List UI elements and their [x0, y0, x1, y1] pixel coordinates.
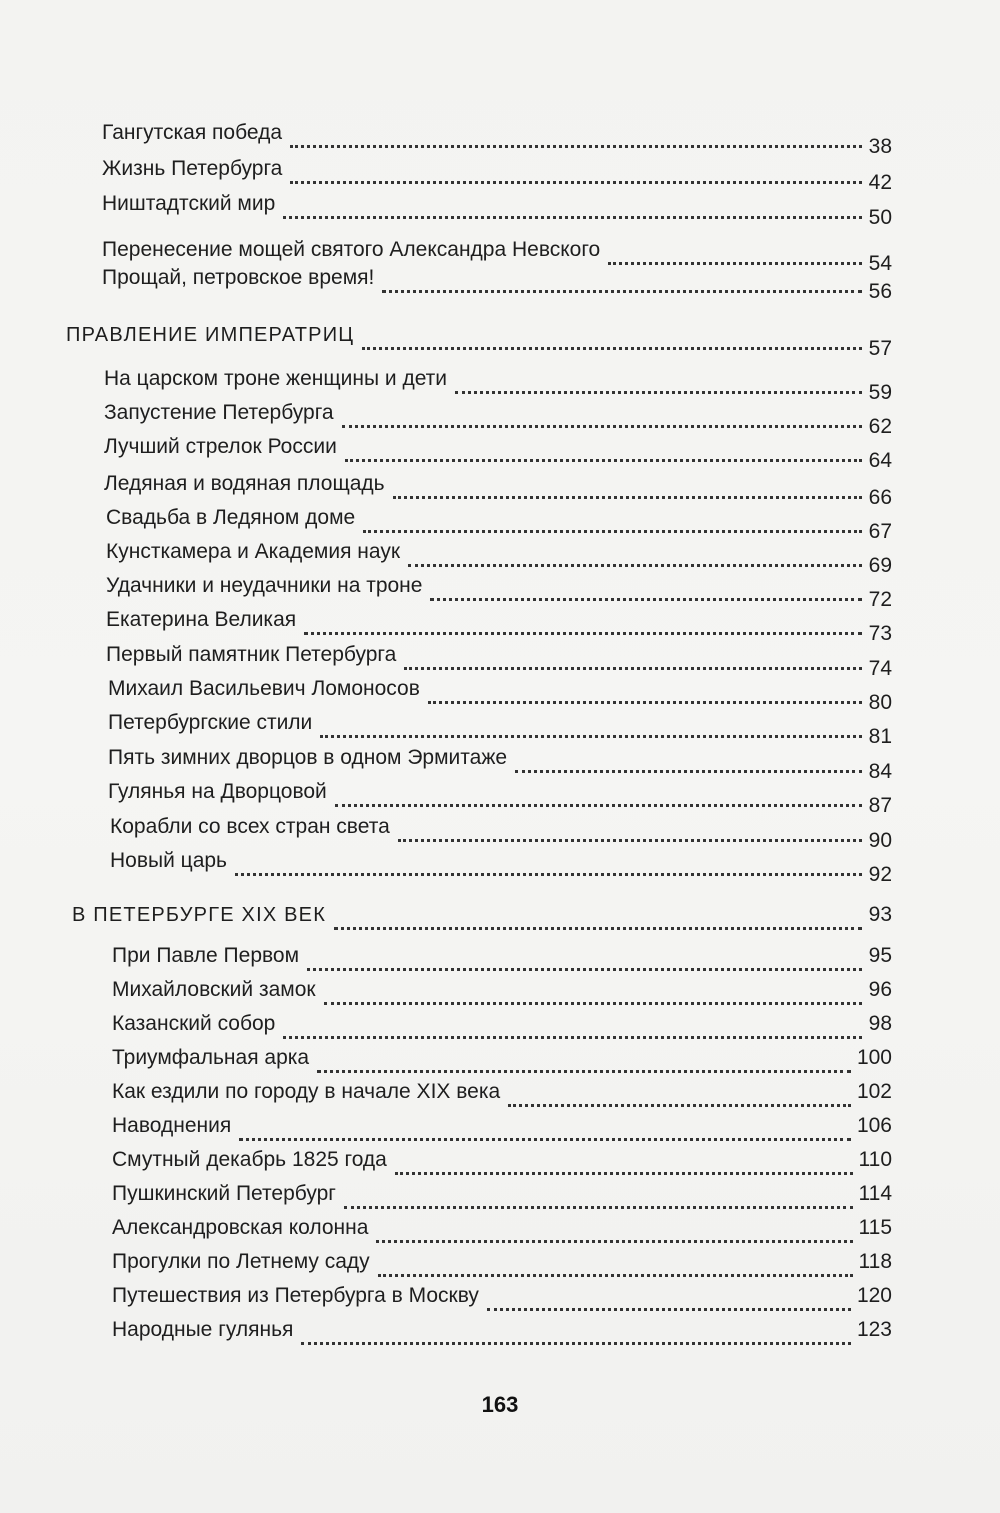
toc-entry-page: 95: [868, 944, 892, 967]
toc-entry-title: Екатерина Великая: [106, 608, 297, 631]
toc-entry-title: Александровская колонна: [112, 1216, 369, 1239]
dot-leader: [304, 620, 862, 635]
toc-entry: [104, 434, 892, 472]
toc-entry-page: 62: [868, 415, 892, 438]
dot-leader: [430, 586, 862, 601]
toc-entry-title: Путешествия из Петербурга в Москву: [112, 1284, 479, 1307]
toc-section-heading: [66, 322, 892, 360]
toc-entry-page: 123: [856, 1318, 892, 1341]
dot-leader: [362, 335, 862, 350]
toc-entry: [108, 745, 892, 783]
toc-entry: [102, 265, 892, 303]
toc-entry-title: Ледяная и водяная площадь: [104, 472, 385, 495]
toc-entry-page: 59: [868, 381, 892, 404]
toc-entry: [106, 642, 892, 680]
toc-entry-page: 96: [868, 978, 892, 1001]
toc-entry: [108, 710, 892, 748]
dot-leader: [428, 689, 862, 704]
toc-entry-title: Кунсткамера и Академия наук: [106, 540, 401, 563]
toc-entry-title: Перенесение мощей святого Александра Невского: [102, 238, 601, 261]
toc-entry-title: Казанский собор: [112, 1012, 276, 1035]
toc-section-heading: [72, 902, 892, 934]
section-title: В ПЕТЕРБУРГЕ XIX ВЕК: [72, 904, 327, 926]
toc-entry: [104, 366, 892, 404]
toc-entry-page: 102: [856, 1080, 892, 1103]
dot-leader: [455, 379, 862, 394]
dot-leader: [283, 1024, 862, 1039]
dot-leader: [334, 915, 862, 930]
toc-entry-title: Как ездили по городу в начале XIX века: [112, 1080, 501, 1103]
toc-entry-page: 56: [868, 280, 892, 303]
toc-entry-title: Петербургские стили: [108, 711, 313, 734]
dot-leader: [235, 861, 862, 876]
toc-entry: [112, 1045, 892, 1077]
toc-entry: [112, 1317, 892, 1349]
toc-entry: [104, 471, 892, 509]
toc-entry-title: Пушкинский Петербург: [112, 1182, 336, 1205]
toc-entry-page: 74: [868, 657, 892, 680]
dot-leader: [320, 723, 862, 738]
toc-entry-page: 90: [868, 829, 892, 852]
toc-entry-page: 114: [858, 1182, 892, 1205]
toc-entry: [112, 1181, 892, 1213]
toc-entry: [112, 1113, 892, 1145]
toc-entry-title: Новый царь: [110, 849, 227, 872]
toc-entry-page: 73: [868, 622, 892, 645]
toc-entry-title: На царском троне женщины и дети: [104, 367, 448, 390]
section-page: 93: [868, 903, 892, 926]
toc-entry-title: Ништадтский мир: [102, 192, 276, 215]
toc-entry-page: 115: [858, 1216, 892, 1239]
toc-entry: [108, 676, 892, 714]
dot-leader: [378, 1262, 853, 1277]
toc-entry: [112, 943, 892, 975]
toc-entry-title: Пять зимних дворцов в одном Эрмитаже: [108, 746, 508, 769]
section-title: ПРАВЛЕНИЕ ИМПЕРАТРИЦ: [66, 324, 355, 346]
toc-entry-page: 81: [868, 725, 892, 748]
toc-entry-title: Гангутская победа: [102, 121, 283, 144]
dot-leader: [335, 792, 862, 807]
toc-entry-title: Михаил Васильевич Ломоносов: [108, 677, 420, 700]
toc-entry-title: Лучший стрелок России: [104, 435, 337, 458]
toc-entry-page: 64: [868, 449, 892, 472]
toc-entry-page: 72: [868, 588, 892, 611]
toc-entry: [106, 539, 892, 577]
toc-entry-page: 120: [856, 1284, 892, 1307]
dot-leader: [487, 1296, 851, 1311]
toc-entry-page: 66: [868, 486, 892, 509]
dot-leader: [376, 1228, 852, 1243]
toc-entry-title: При Павле Первом: [112, 944, 300, 967]
dot-leader: [608, 250, 862, 265]
toc-entry: [112, 977, 892, 1009]
toc-entry: [112, 1011, 892, 1043]
toc-entry: [102, 191, 892, 229]
toc-entry-page: 98: [868, 1012, 892, 1035]
toc-entry: [102, 120, 892, 158]
toc-entry-title: Свадьба в Ледяном доме: [106, 506, 356, 529]
toc-entry-title: Жизнь Петербурга: [102, 157, 283, 180]
dot-leader: [398, 827, 862, 842]
toc-entry-page: 42: [868, 171, 892, 194]
toc-entry: [104, 400, 892, 438]
dot-leader: [342, 413, 862, 428]
dot-leader: [408, 552, 862, 567]
dot-leader: [307, 956, 862, 971]
toc-entry-page: 54: [868, 252, 892, 275]
dot-leader: [345, 447, 862, 462]
toc-entry-title: Смутный декабрь 1825 года: [112, 1148, 387, 1171]
dot-leader: [290, 133, 862, 148]
dot-leader: [515, 758, 862, 773]
toc-entry: [112, 1215, 892, 1247]
toc-entry-title: Корабли со всех стран света: [110, 815, 390, 838]
dot-leader: [301, 1330, 851, 1345]
dot-leader: [317, 1058, 851, 1073]
toc-entry-page: 110: [858, 1148, 892, 1171]
toc-entry-title: Михайловский замок: [112, 978, 316, 1001]
toc-entry: [112, 1147, 892, 1179]
dot-leader: [290, 169, 862, 184]
toc-entry-page: 118: [858, 1250, 892, 1273]
toc-entry-title: Запустение Петербурга: [104, 401, 334, 424]
toc-entry: [106, 573, 892, 611]
toc-entry-page: 106: [856, 1114, 892, 1137]
toc-entry: [112, 1249, 892, 1281]
toc-entry-page: 38: [868, 135, 892, 158]
dot-leader: [395, 1160, 853, 1175]
dot-leader: [239, 1126, 851, 1141]
toc-entry-title: Прощай, петровское время!: [102, 266, 375, 289]
toc-entry-title: Гулянья на Дворцовой: [108, 780, 327, 803]
dot-leader: [393, 484, 862, 499]
toc-entry-page: 100: [856, 1046, 892, 1069]
dot-leader: [324, 990, 862, 1005]
dot-leader: [283, 204, 862, 219]
page-number: 163: [481, 1392, 519, 1417]
toc-entry: [110, 814, 892, 852]
dot-leader: [508, 1092, 851, 1107]
toc-entry-page: 50: [868, 206, 892, 229]
toc-entry: [112, 1283, 892, 1315]
toc-entry-page: 80: [868, 691, 892, 714]
toc-entry-title: Наводнения: [112, 1114, 232, 1137]
toc-entry-page: 87: [868, 794, 892, 817]
dot-leader: [344, 1194, 853, 1209]
toc-entry-page: 69: [868, 554, 892, 577]
toc-entry: [110, 848, 892, 886]
toc-entry: [112, 1079, 892, 1111]
toc-entry-title: Народные гулянья: [112, 1318, 294, 1341]
toc-entry: [108, 779, 892, 817]
toc-entry: [106, 505, 892, 543]
toc-entry-title: Триумфальная арка: [112, 1046, 310, 1069]
dot-leader: [363, 518, 862, 533]
toc-entry-title: Первый памятник Петербурга: [106, 643, 397, 666]
toc-entry-page: 67: [868, 520, 892, 543]
toc-entry-title: Прогулки по Летнему саду: [112, 1250, 370, 1273]
dot-leader: [382, 278, 862, 293]
toc-entry-page: 92: [868, 863, 892, 886]
toc-entry-title: Удачники и неудачники на троне: [106, 574, 423, 597]
section-page: 57: [868, 337, 892, 360]
toc-entry: [106, 607, 892, 645]
toc-entry-page: 84: [868, 760, 892, 783]
toc-entry: [102, 156, 892, 194]
dot-leader: [404, 655, 862, 670]
